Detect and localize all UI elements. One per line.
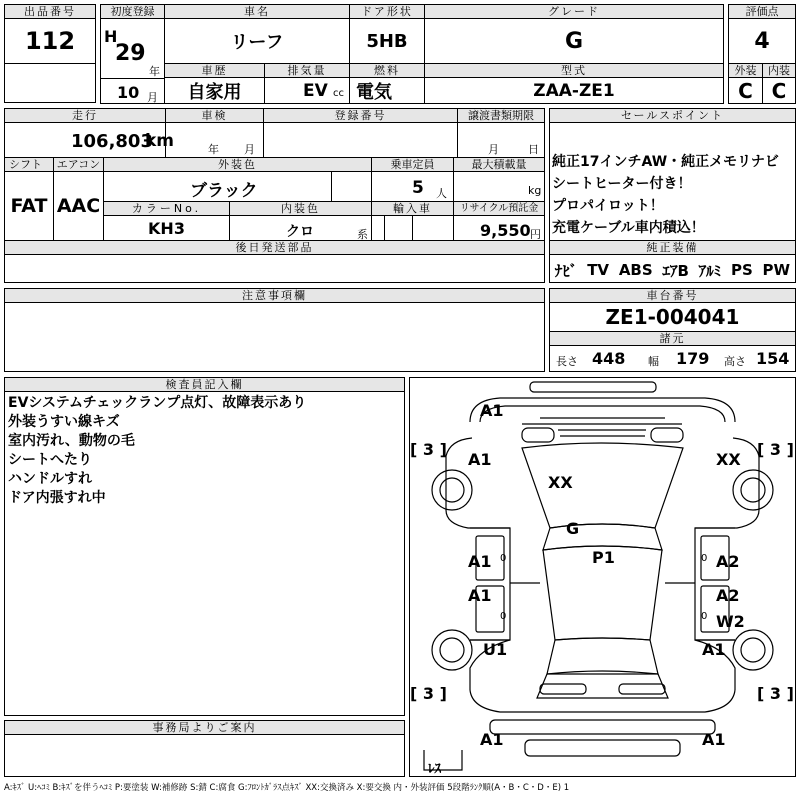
inspector-note: EVシステムチェックランプ点灯、故障表示あり [8, 395, 307, 411]
left-rear-door-damage: A1 [468, 586, 492, 605]
max-load-header: 最大積載量 [454, 158, 544, 172]
capacity: 5 [412, 178, 424, 198]
left-rear-door-mark: 0 [500, 611, 507, 622]
mileage: 106,803 [71, 131, 153, 152]
hood-damage: XX [548, 473, 573, 492]
chassis-box [549, 288, 796, 332]
office-box [4, 720, 405, 777]
era: H [104, 27, 118, 46]
front-left-damage: A1 [468, 450, 492, 469]
later-parts-header: 後日発送部品 [5, 241, 544, 255]
rear-left-damage: A1 [480, 730, 504, 749]
grade: G [564, 28, 584, 54]
height-label: 高さ [724, 355, 746, 368]
length: 448 [592, 349, 626, 368]
inspector-note: 室内汚れ、動物の毛 [8, 433, 135, 449]
fuel-header: 燃料 [350, 64, 424, 78]
lot-number-box [4, 4, 96, 64]
length-label: 長さ [556, 355, 578, 368]
equipment-item: TV [587, 261, 610, 279]
front-right-damage: XX [716, 450, 741, 469]
import-box [371, 201, 454, 241]
transfer-deadline-header: 譲渡書類期限 [458, 109, 544, 123]
import-header: 輸入車 [372, 202, 453, 216]
sales-point-header: セールスポイント [550, 109, 795, 123]
inspector-note: ドア内張すれ中 [8, 490, 106, 506]
fuel-box [349, 63, 425, 104]
equipment-item: ABS [618, 261, 653, 279]
kg-unit: kg [528, 184, 542, 197]
capacity-box [371, 157, 454, 202]
model: ZAA-ZE1 [533, 81, 615, 101]
equipment-item: ｱﾙﾐ [698, 261, 722, 280]
year-unit: 年 [149, 65, 160, 78]
chassis-number: ZE1-004041 [605, 305, 740, 329]
right-rear-door-damage: A2 [716, 586, 740, 605]
divider [384, 216, 385, 241]
model-box [424, 63, 724, 104]
displacement: EV [303, 81, 328, 101]
km-unit: km [145, 131, 175, 151]
sales-point: シートヒーター付き！ [552, 176, 692, 192]
exterior-box [728, 63, 763, 104]
interior-header: 内装 [763, 64, 795, 78]
left-front-door-damage: A1 [468, 552, 492, 571]
int-color: クロ [286, 224, 314, 240]
sales-point: 充電ケーブル車内積込！ [552, 220, 705, 236]
equipment-item: ﾅﾋﾞ [554, 261, 578, 280]
interior-box [762, 63, 796, 104]
ext-color-header: 外装色 [104, 158, 371, 172]
specs-box [549, 331, 796, 372]
color-no-header: カラーNo. [104, 202, 229, 216]
shift-header: シフト [5, 158, 53, 172]
shift-box [4, 157, 54, 241]
exterior-grade: C [738, 79, 753, 103]
registration-month: 10 [117, 83, 140, 102]
inspector-note: シートへたり [8, 452, 92, 468]
ac-box [53, 157, 104, 241]
score-header: 評価点 [729, 5, 795, 19]
inspection-month-unit: 月 [244, 143, 255, 156]
lot-blank-box [4, 63, 96, 103]
score: 4 [754, 28, 770, 54]
car-diagram [410, 378, 795, 776]
int-color-box [229, 201, 372, 241]
car-name-box [164, 4, 350, 64]
color-no: KH3 [148, 219, 185, 238]
history-box [164, 63, 265, 104]
ext-color: ブラック [190, 181, 258, 201]
displacement-header: 排気量 [265, 64, 349, 78]
later-parts-box [4, 240, 545, 283]
inspector-box [4, 377, 405, 716]
ac: AAC [56, 195, 101, 217]
right-front-door-mark: 0 [701, 553, 708, 564]
door-header: ドア形状 [350, 5, 424, 19]
inspector-note: 外装うすい線キズ [8, 414, 120, 430]
yen-unit: 円 [530, 228, 541, 241]
registration-number-box [263, 108, 458, 158]
ext-color-box [103, 157, 372, 202]
inspection-header: 車検 [166, 109, 263, 123]
left-front-door-mark: 0 [500, 553, 507, 564]
inspector-header: 検査員記入欄 [5, 378, 404, 392]
recycle-box [453, 201, 545, 241]
height: 154 [756, 349, 790, 368]
history-header: 車歴 [165, 64, 264, 78]
interior-grade: C [771, 79, 787, 103]
equipment-item: ｴｱB [662, 261, 689, 280]
inspection-box [165, 108, 264, 158]
sales-point: 純正17インチAW・純正メモリナビ [552, 154, 779, 170]
registration-number-header: 登録番号 [264, 109, 457, 123]
chassis-header: 車台番号 [550, 289, 795, 303]
right-front-door-damage: A2 [716, 552, 740, 571]
spare-tire: ﾚｽ [428, 762, 441, 777]
width: 179 [676, 349, 710, 368]
recycle-fee: 9,550 [480, 221, 531, 240]
inspector-note: ハンドルすれ [8, 471, 92, 487]
equipment-list [550, 257, 795, 283]
specs-header: 諸元 [550, 332, 795, 346]
fuel: 電気 [356, 82, 392, 103]
registration-year: 29 [115, 41, 146, 66]
door-type: 5HB [366, 30, 408, 52]
cc-unit: cc [333, 88, 344, 99]
tire-rl-value: 3 [422, 684, 435, 703]
right-rear-door-mark: 0 [701, 611, 708, 622]
lot-number-header: 出品番号 [5, 5, 95, 19]
car-name: リーフ [230, 32, 284, 53]
right-rear-fender-damage: A1 [702, 640, 726, 659]
notes-box [4, 288, 545, 372]
grade-box [424, 4, 724, 64]
score-box [728, 4, 796, 64]
transfer-deadline-box [457, 108, 545, 158]
transfer-day-unit: 日 [528, 143, 539, 156]
office-header: 事務局よりご案内 [5, 721, 404, 735]
lot-number: 112 [24, 27, 76, 55]
model-header: 型式 [425, 64, 723, 78]
inspection-year-unit: 年 [208, 143, 219, 156]
sales-point: プロパイロット！ [552, 198, 664, 214]
notes-header: 注意事項欄 [5, 289, 544, 303]
int-color-header: 内装色 [230, 202, 371, 216]
front-top-damage: A1 [480, 401, 504, 420]
max-load-box [453, 157, 545, 202]
mileage-header: 走行 [5, 109, 165, 123]
history: 自家用 [187, 82, 242, 103]
tire-rr-value: 3 [769, 684, 782, 703]
width-label: 幅 [648, 355, 659, 368]
tire-fl-value: 3 [422, 440, 435, 459]
tire-rl: [ 3 ] [410, 684, 447, 703]
roof-damage: P1 [592, 548, 615, 567]
left-rear-fender-damage: U1 [483, 640, 508, 659]
divider [331, 172, 332, 202]
equipment-item: PS [730, 261, 753, 279]
tire-rr: [ 3 ] [757, 684, 794, 703]
genuine-equipment-header: 純正装備 [550, 241, 795, 255]
right-rear-door-damage-2: W2 [716, 612, 745, 631]
capacity-header: 乗車定員 [372, 158, 453, 172]
car-name-header: 車名 [165, 5, 349, 19]
mileage-box [4, 108, 175, 158]
transfer-month-unit: 月 [488, 143, 499, 156]
first-registration-header: 初度登録 [101, 5, 164, 19]
recycle-header: リサイクル預託金 [454, 202, 544, 216]
shift: FAT [10, 195, 48, 217]
sales-point-box [549, 108, 796, 241]
color-no-box [103, 201, 230, 241]
tire-fr-value: 3 [769, 440, 782, 459]
genuine-equipment-box [549, 240, 796, 283]
divider [412, 216, 413, 241]
exterior-header: 外装 [729, 64, 762, 78]
tire-fl: [ 3 ] [410, 440, 447, 459]
capacity-unit: 人 [436, 187, 447, 200]
windshield-damage: G [566, 519, 580, 538]
rear-right-damage: A1 [702, 730, 726, 749]
divider [101, 78, 164, 79]
displacement-box [264, 63, 350, 104]
legend: A:ｷｽﾞ U:ﾍｺﾐ B:ｷｽﾞを伴うﾍｺﾐ P:要塗装 W:補修跡 S:錆 C:腐食 G:ﾌﾛﾝﾄｶﾞﾗｽ点ｷｽﾞ XX:交換済み X:要交換 内・外装評価 5段階ﾗﾝｸ順(A・B・C・D・E) 1 [4, 783, 570, 793]
month-unit: 月 [147, 91, 158, 104]
first-registration-box [100, 4, 165, 104]
int-color-suffix: 系 [357, 228, 368, 241]
ac-header: エアコン [54, 158, 103, 172]
equipment-item: PW [762, 261, 791, 279]
door-box [349, 4, 425, 64]
grade-header: グレード [425, 5, 723, 19]
damage-diagram-box [409, 377, 796, 777]
tire-fr: [ 3 ] [757, 440, 794, 459]
